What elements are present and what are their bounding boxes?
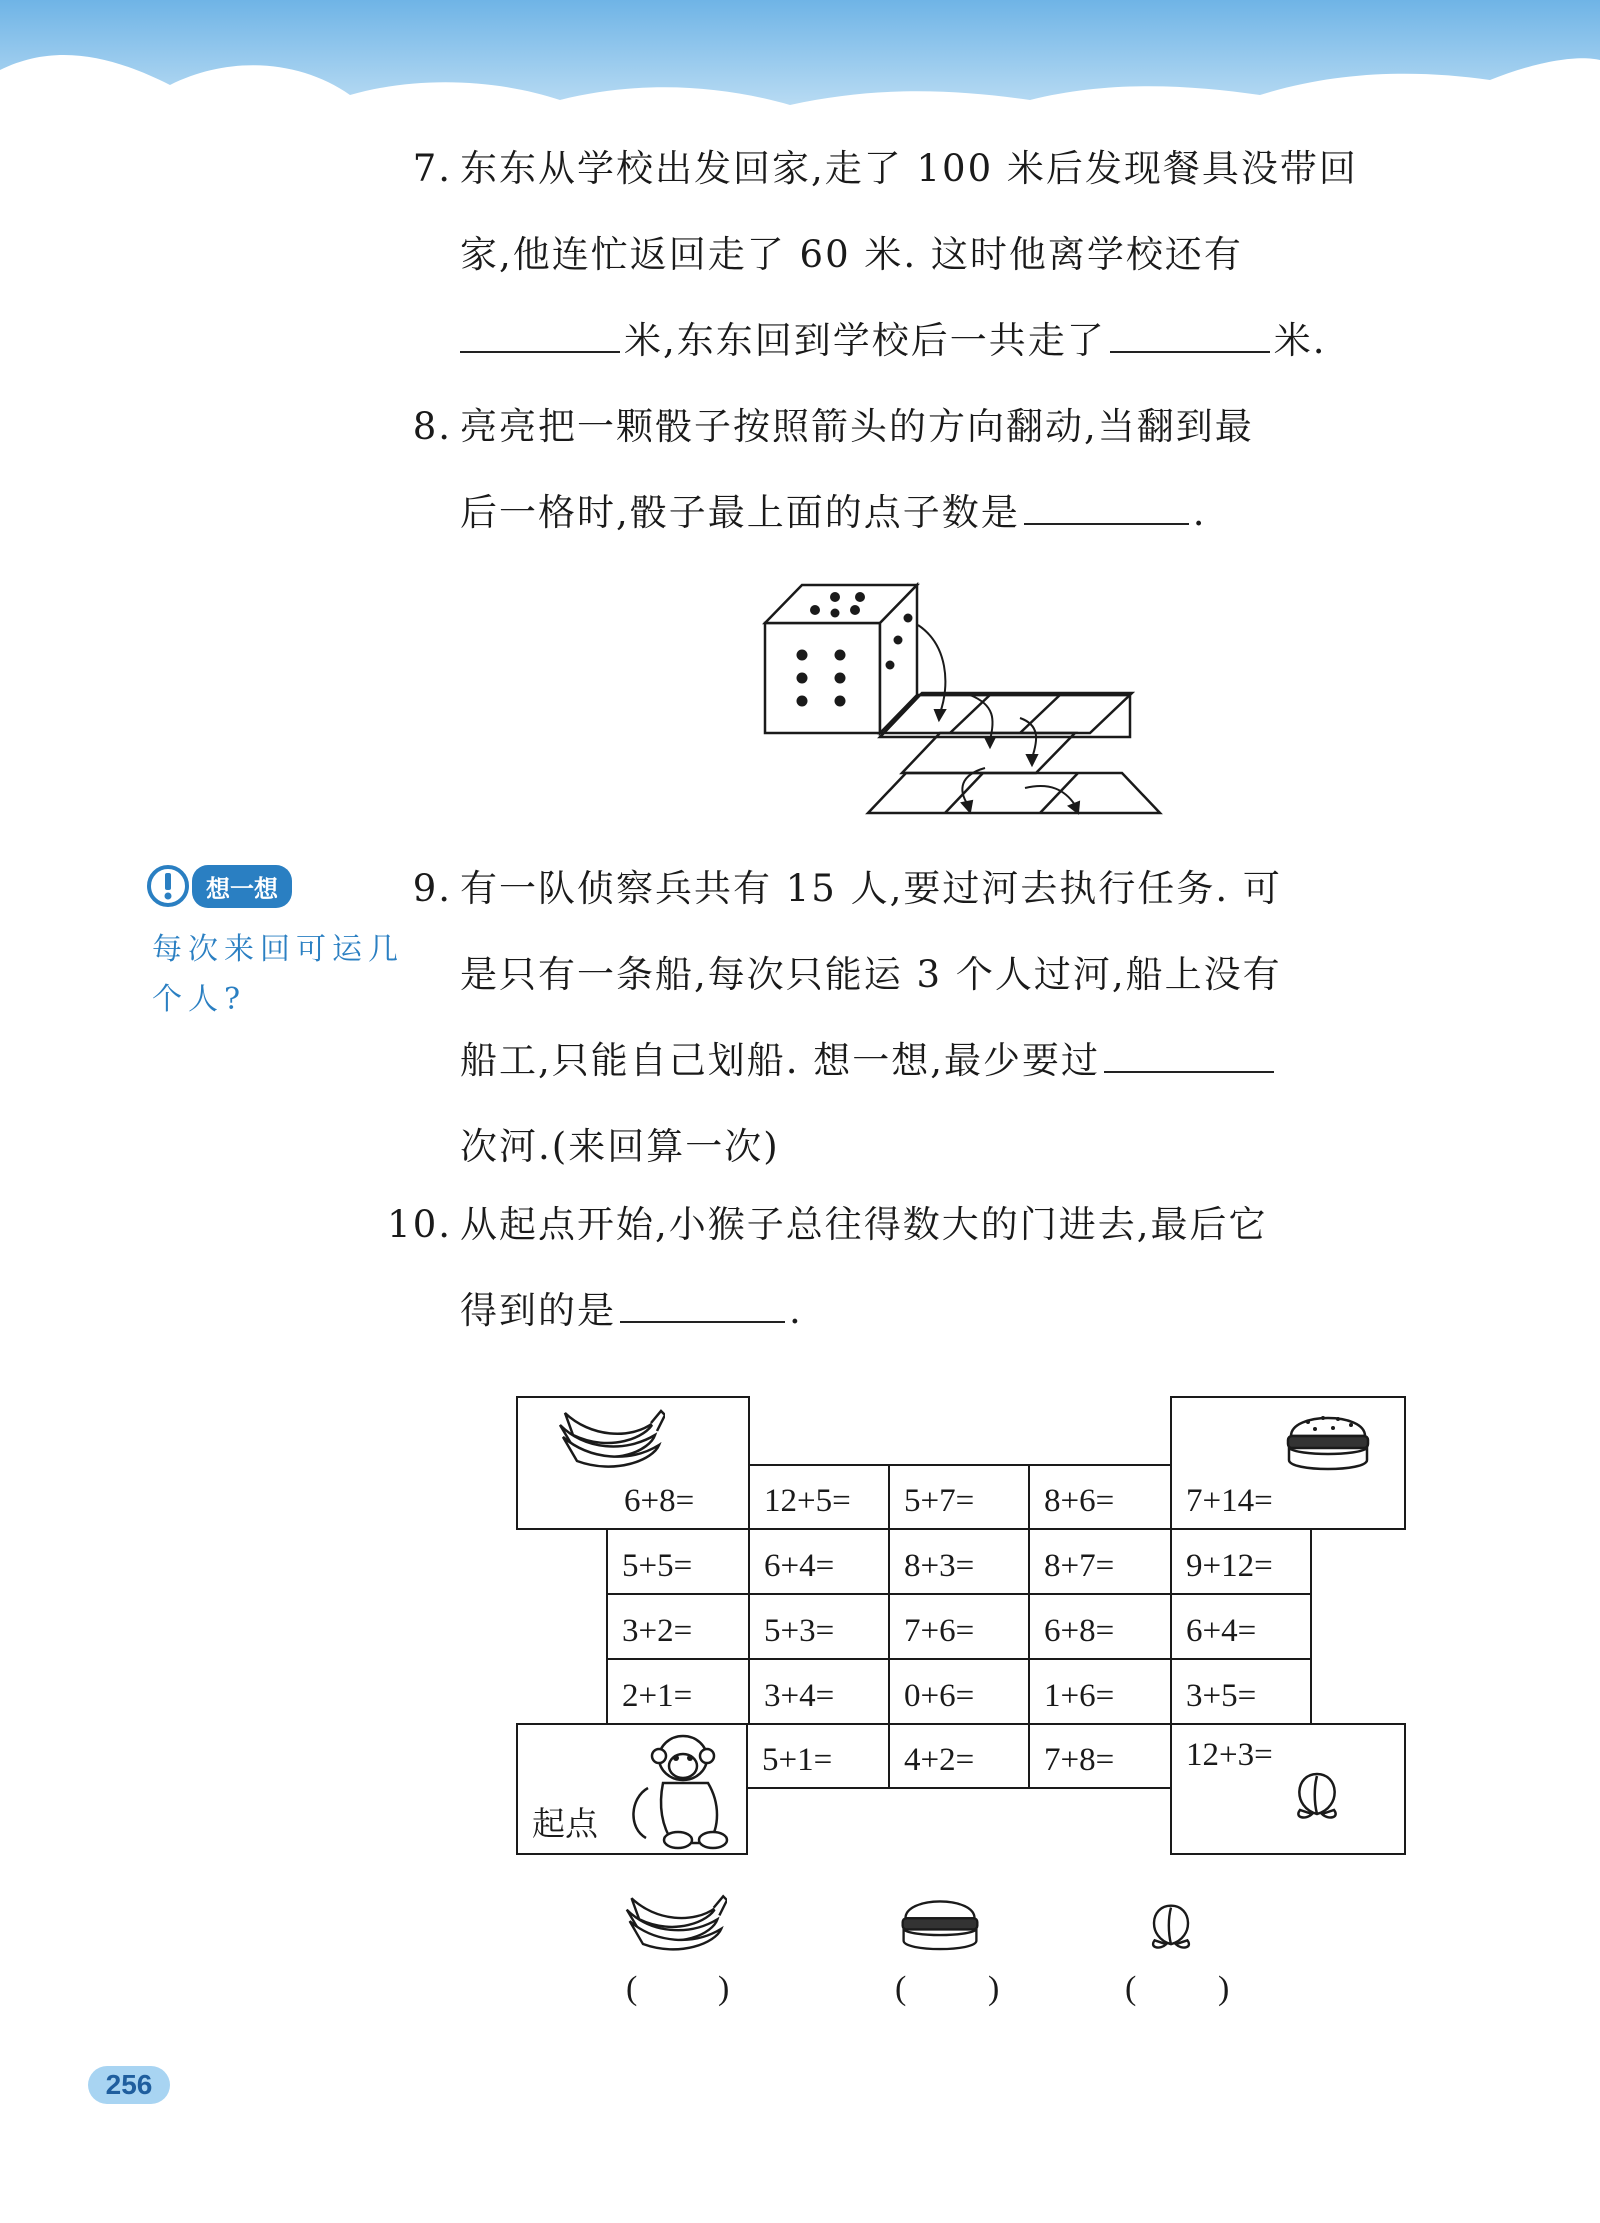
maze-cell[interactable]: 9+12= [1170, 1528, 1312, 1595]
think-tip-badge [146, 864, 292, 908]
answer-blank[interactable] [1104, 1041, 1274, 1073]
think-tip-label: 想一想 [192, 865, 292, 908]
monkey-icon [628, 1728, 743, 1852]
answer-paren-open: ( [626, 1970, 638, 2007]
maze-cell[interactable]: 3+4= [748, 1658, 890, 1725]
maze-cell[interactable]: 12+5= [748, 1464, 890, 1530]
maze-cell[interactable]: 6+8= [1028, 1593, 1172, 1660]
question-line: 从起点开始,小猴子总往得数大的门进去,最后它 [460, 1203, 1268, 1246]
question-number: 7. [412, 147, 452, 190]
maze-cell[interactable]: 8+6= [1028, 1464, 1172, 1530]
peach-answer-icon [1145, 1894, 1197, 1952]
banana-answer-icon [622, 1888, 727, 1960]
burger-answer-icon [898, 1886, 982, 1958]
answer-blank[interactable] [620, 1291, 785, 1323]
maze-cell[interactable]: 4+2= [888, 1723, 1030, 1789]
maze-cell[interactable]: 5+5= [606, 1528, 750, 1595]
peach-goal-box[interactable]: 12+3= [1170, 1723, 1406, 1855]
burger-icon [1283, 1402, 1373, 1478]
answer-paren-close: ) [718, 1970, 730, 2007]
question-8 [412, 384, 1470, 556]
exclamation-icon [146, 864, 198, 908]
banana-icon [555, 1405, 665, 1475]
question-line: 亮亮把一颗骰子按照箭头的方向翻动,当翻到最 [460, 405, 1254, 448]
question-10 [387, 1182, 1470, 1354]
roll-arrows [918, 625, 1079, 813]
maze-cell[interactable]: 3+5= [1170, 1658, 1312, 1725]
dice-path-grid [865, 693, 1160, 813]
maze-cell[interactable]: 5+7= [888, 1464, 1030, 1530]
maze-cell[interactable]: 2+1= [606, 1658, 750, 1725]
answer-blank[interactable] [460, 321, 620, 353]
burger-goal-box[interactable]: 7+14= [1170, 1396, 1406, 1530]
maze-cell[interactable]: 0+6= [888, 1658, 1030, 1725]
maze-cell[interactable]: 7+8= [1028, 1723, 1172, 1789]
answer-blank[interactable] [1110, 321, 1270, 353]
question-line: 后一格时,骰子最上面的点子数是 . [460, 491, 1207, 534]
maze-cell[interactable]: 5+3= [748, 1593, 890, 1660]
question-7 [412, 126, 1470, 384]
header-cloud-banner [0, 0, 1600, 130]
question-number: 8. [412, 405, 452, 448]
question-9 [412, 846, 1470, 1190]
question-line: 东东从学校出发回家,走了 100 米后发现餐具没带回 [460, 147, 1358, 190]
peach-icon [1290, 1762, 1344, 1822]
answer-paren-close: ) [988, 1970, 1000, 2007]
maze-cell[interactable]: 3+2= [606, 1593, 750, 1660]
maze-cell[interactable]: 8+7= [1028, 1528, 1172, 1595]
answer-paren-close: ) [1218, 1970, 1230, 2007]
question-line: 有一队侦察兵共有 15 人,要过河去执行任务. 可 [460, 867, 1282, 910]
question-number: 10. [387, 1203, 452, 1246]
answer-blank[interactable] [1024, 493, 1189, 525]
question-line: 得到的是 . [460, 1289, 803, 1332]
think-tip-text: 每次来回可运几个人? [152, 932, 404, 1017]
maze-cell[interactable]: 5+1= [746, 1723, 890, 1789]
maze-cell[interactable]: 8+3= [888, 1528, 1030, 1595]
maze-cell[interactable]: 6+4= [1170, 1593, 1312, 1660]
start-box: 起点 [516, 1723, 748, 1855]
answer-paren-open: ( [895, 1970, 907, 2007]
maze-cell[interactable]: 6+4= [748, 1528, 890, 1595]
page-number: 256 [88, 2066, 170, 2104]
answer-paren-open: ( [1125, 1970, 1137, 2007]
question-line: 是只有一条船,每次只能运 3 个人过河,船上没有 [460, 953, 1282, 996]
question-line: 家,他连忙返回走了 60 米. 这时他离学校还有 [460, 233, 1243, 276]
question-line: 次河.(来回算一次) [460, 1125, 780, 1168]
maze-cell[interactable]: 7+6= [888, 1593, 1030, 1660]
banana-goal-box[interactable]: 6+8= [516, 1396, 750, 1530]
question-number: 9. [412, 867, 452, 910]
dice-rolling-diagram [740, 570, 1180, 830]
maze-cell[interactable]: 1+6= [1028, 1658, 1172, 1725]
question-line: 米,东东回到学校后一共走了 米. [460, 298, 1470, 384]
question-line: 船工,只能自己划船. 想一想,最少要过 [460, 1018, 1470, 1104]
